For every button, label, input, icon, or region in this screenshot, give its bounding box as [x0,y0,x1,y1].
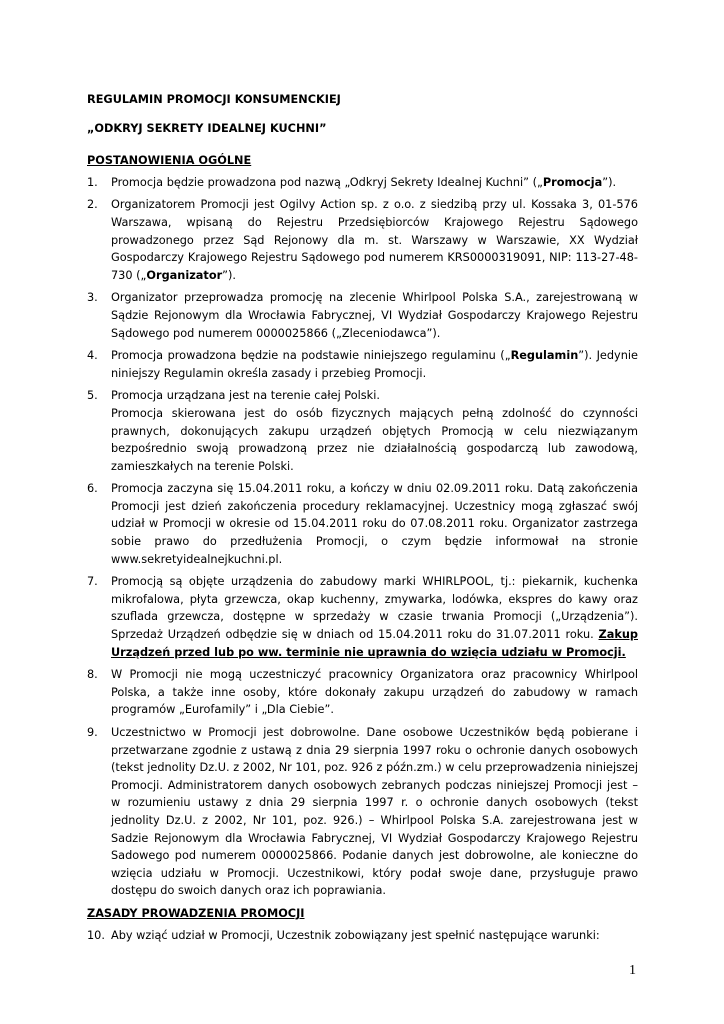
list-item [87,480,638,568]
item-text: Promocja urządzana jest na terenie całej Polski. [111,389,380,403]
item-emphasis: Zakup Urządzeń przed lub po ww. terminie nie uprawnia do wzięcia udziału w Promocji. [111,628,638,659]
list-item [87,289,638,342]
list-item [87,666,638,719]
item-term: Organizator [146,268,223,282]
item-text: ”). Jedynie niniejszy Regulamin określa zasady i przebieg Promocji. [111,349,638,380]
item-term: Promocja [542,175,603,189]
item-text: Promocja zaczyna się 15.04.2011 roku, a kończy w dniu 02.09.2011 roku. Datą zakończenia Promocji jest dzień zakończenia procedury reklamacyjnej. Uczestnicy mogą zgłaszać swój udział w Promocji w okresie od 15.04.2011 roku do 07.08.2011 roku. Organizator zastrzega sobie prawo do przedłużenia Promocji, o czym będzie informował na stronie www.sekretyidealnejkuchni.pl. [111,482,638,566]
item-number: 3. [87,291,98,305]
item-text: Promocją są objęte urządzenia do zabudowy marki WHIRLPOOL, tj.: piekarnik, kuchenka mikrofalowa, płyta grzewcza, okap kuchenny, zmywarka, lodówka, ekspres do kawy oraz szuflada grzewcza, dostępne w sprzedaży w czasie trwania Promocji („Urządzenia”). Sprzedaż Urządzeń odbędzie się w dniach od 15.04.2011 roku do 31.07.2011 roku. [111,575,638,642]
document-body [87,91,638,949]
item-text: Promocja prowadzona będzie na podstawie niniejszego regulaminu („ [111,349,511,363]
item-text: Promocja skierowana jest do osób fizycznych mających pełną zdolność do czynności prawnych, dokonujących zakupu urządzeń objętych Promocją w celu niezwiązanym bezpośrednio swoją prowadzoną przez nie działalnością gospodarczą lub zawodową, zamieszkałych na terenie Polski. [111,406,638,473]
item-text: Promocja będzie prowadzona pod nazwą „Odkryj Sekrety Idealnej Kuchni” („ [111,175,543,189]
item-text: W Promocji nie mogą uczestniczyć pracownicy Organizatora oraz pracownicy Whirlpool Polska, a także inne osoby, które dokonały zakupu urządzeń do zabudowy w ramach programów „Eurofamily” i „Dla Ciebie”. [111,668,638,717]
page-number: 1 [629,963,636,978]
list-item [87,196,638,284]
item-text: ”). [602,175,617,189]
list-item [87,724,638,900]
list-item [87,387,638,475]
section-heading-rules: ZASADY PROWADZENIA PROMOCJI [87,906,305,920]
section-heading-general: POSTANOWIENIA OGÓLNE [87,154,252,168]
item-number: 5. [87,389,98,403]
item-number: 9. [87,726,98,739]
document-subtitle: „ODKRYJ SEKRETY IDEALNEJ KUCHNI” [87,121,327,135]
item-number: 1. [87,175,98,189]
list-item [87,927,638,945]
item-text: ”). [222,268,237,282]
document-title: REGULAMIN PROMOCJI KONSUMENCKIEJ [87,93,341,106]
list-item [87,174,638,192]
item-text: Uczestnictwo w Promocji jest dobrowolne. Dane osobowe Uczestników będą pobierane i przetwarzane zgodnie z ustawą z dnia 29 sierpnia 1997 roku o ochronie danych osobowych (tekst jednolity Dz.U. z 2002, Nr 101, poz. 926 z późn.zm.) w celu przeprowadzenia niniejszej Promocji. Administratorem danych osobowych zebranych podczas niniejszej Promocji jest – w rozumieniu ustawy z dnia 29 sierpnia 1997 r. o ochronie danych osobowych (tekst jednolity Dz.U. z 2002, Nr 101, poz. 926.) – Whirlpool Polska S.A. zarejestrowana jest w Sadzie Rejonowym dla Wrocławia Fabrycznej, VI Wydział Gospodarczy Krajowego Rejestru Sadowego pod numerem 0000025866. Podanie danych jest dobrowolne, ale konieczne do wzięcia udziału w Promocji. Uczestnikowi, który podał swoje dane, przysługuje prawo dostępu do swoich danych oraz ich poprawiania. [111,726,638,898]
item-number: 10. [87,928,105,942]
item-text: Organizatorem Promocji jest Ogilvy Action sp. z o.o. z siedzibą przy ul. Kossaka 3, 01-576 Warszawa, wpisaną do Rejestru Przedsiębiorców Krajowego Rejestru Sądowego prowadzonego przez Sąd Rejonowy dla m. st. Warszawy w Warszawie, XX Wydział Gospodarczy Krajowego Rejestru Sądowego pod numerem KRS0000319091, NIP: 113-27-48-730 („ [111,198,638,282]
list-item [87,573,638,661]
item-number: 6. [87,482,98,496]
regulation-list-2 [87,927,638,945]
list-item [87,347,638,382]
item-number: 4. [87,349,98,363]
item-text: Aby wziąć udział w Promocji, Uczestnik zobowiązany jest spełnić następujące warunki: [111,928,600,942]
item-number: 2. [87,198,98,212]
item-number: 7. [87,575,98,589]
item-term: Regulamin [510,349,579,363]
item-text: Organizator przeprowadza promocję na zlecenie Whirlpool Polska S.A., zarejestrowaną w Sądzie Rejonowym dla Wrocławia Fabrycznej, VI Wydział Gospodarczy Krajowego Rejestru Sądowego pod numerem 0000025866 („Zleceniodawca”). [111,291,638,340]
item-number: 8. [87,668,98,682]
regulation-list [87,174,638,900]
